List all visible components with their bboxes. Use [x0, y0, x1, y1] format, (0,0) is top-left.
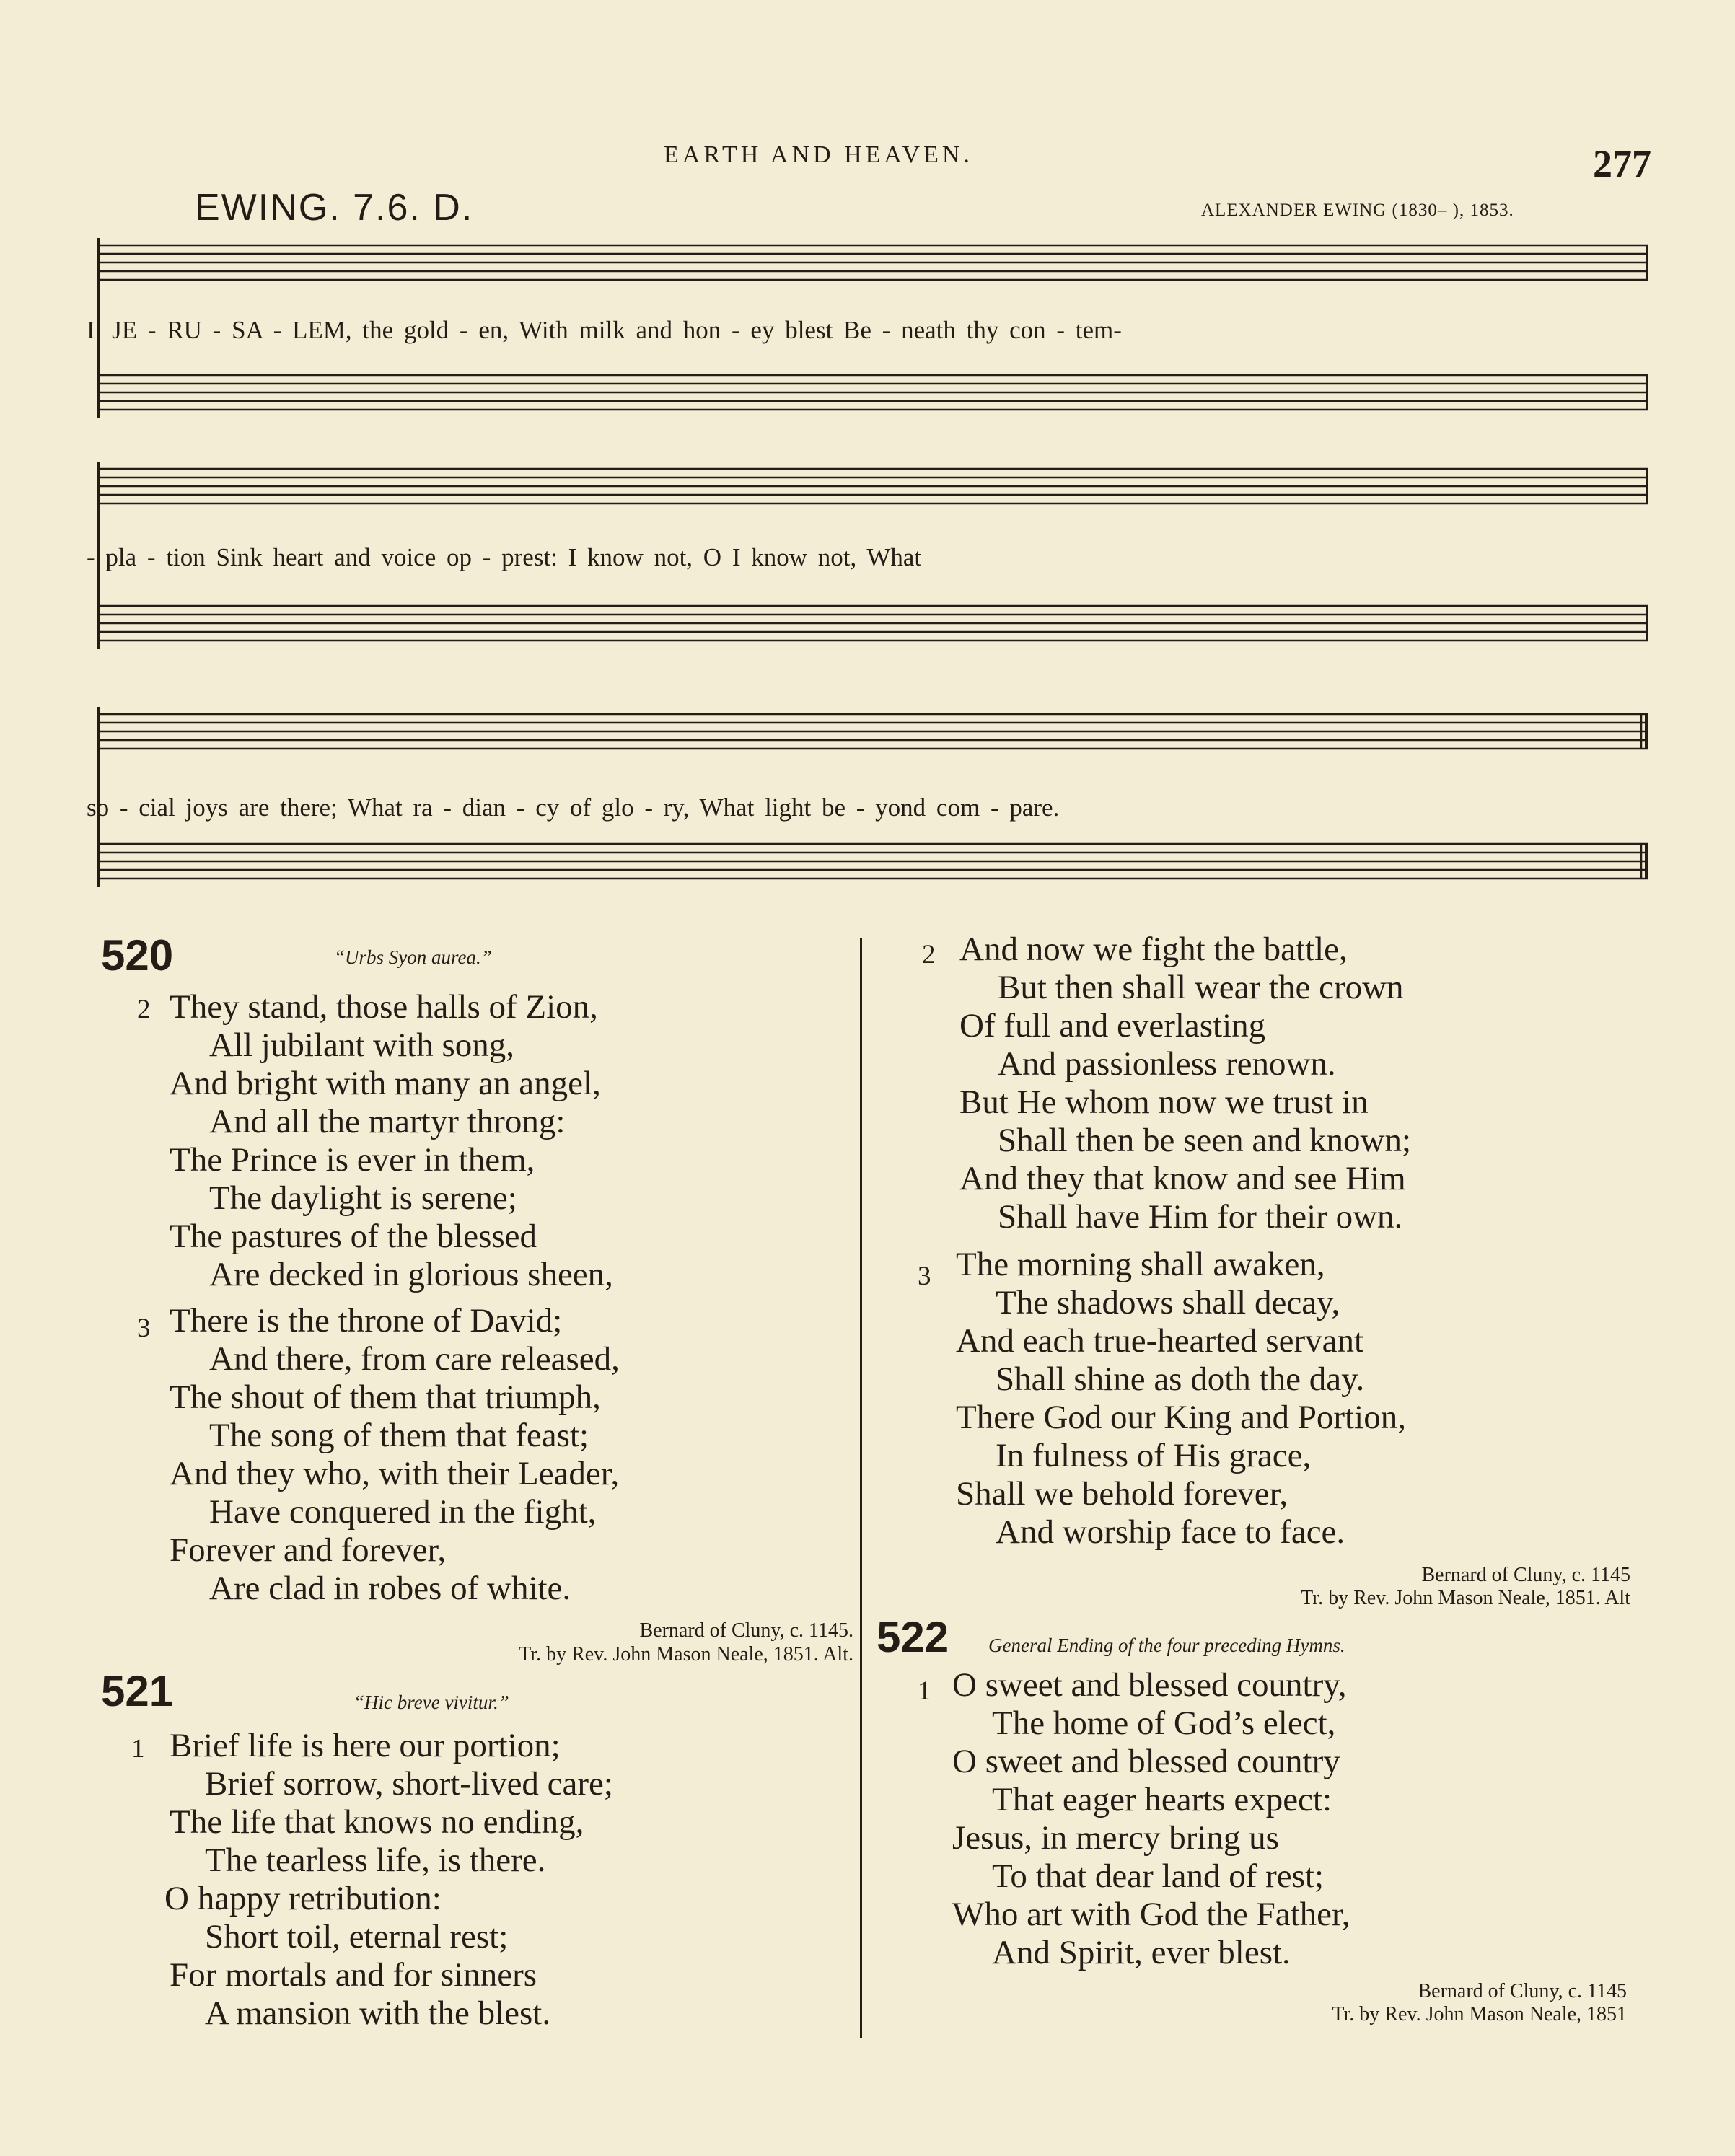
composer-credit: ALEXANDER EWING (1830– ), 1853.	[1201, 201, 1514, 220]
hymn-521-attribution-1: Bernard of Cluny, c. 1145	[1421, 1564, 1630, 1586]
verse-line: The life that knows no ending,	[170, 1803, 584, 1841]
verse-number: 3	[137, 1314, 151, 1343]
verse-line: They stand, those halls of Zion,	[170, 988, 598, 1026]
verse-line: The shadows shall decay,	[996, 1284, 1340, 1321]
verse-line: To that dear land of rest;	[992, 1857, 1325, 1895]
verse-line: Who art with God the Father,	[952, 1896, 1350, 1933]
verse-number: 1	[131, 1734, 145, 1764]
verse-line: And each true-hearted servant	[956, 1322, 1364, 1360]
page-number: 277	[1593, 142, 1651, 185]
verse-line: Shall we behold forever,	[956, 1475, 1288, 1513]
verse-line: Are decked in glorious sheen,	[209, 1256, 613, 1293]
verse-line: And passionless renown.	[998, 1045, 1336, 1083]
verse-line: Forever and forever,	[170, 1531, 447, 1569]
verse-line: Are clad in robes of white.	[209, 1570, 571, 1607]
hymn-521-attribution-2: Tr. by Rev. John Mason Neale, 1851. Alt	[1301, 1587, 1630, 1609]
verse-line: Jesus, in mercy bring us	[952, 1819, 1279, 1857]
hymn-number-521: 521	[101, 1667, 174, 1715]
hymn-520-attribution-1: Bernard of Cluny, c. 1145.	[639, 1619, 853, 1642]
verse-line: The morning shall awaken,	[956, 1246, 1325, 1283]
verse-line: And they that know and see Him	[959, 1160, 1406, 1197]
hymn-522-title: General Ending of the four preceding Hymns.	[988, 1634, 1345, 1656]
hymn-521-title: “Hic breve vivitur.”	[353, 1691, 509, 1713]
hymn-520-title: “Urbs Syon aurea.”	[334, 946, 492, 968]
hymn-522-attribution-1: Bernard of Cluny, c. 1145	[1418, 1980, 1627, 2002]
verse-line: And now we fight the battle,	[959, 930, 1348, 968]
verse-line: O happy retribution:	[164, 1880, 442, 1917]
verse-line: That eager hearts expect:	[992, 1781, 1332, 1818]
verse-number: 3	[918, 1262, 931, 1291]
hymn-number-522: 522	[877, 1613, 949, 1661]
music-lyric-line-3: so - cial joys are there; What ra - dian - cy of glo - ry, What light be - yond com - pare.	[87, 793, 1060, 822]
column-divider	[860, 938, 862, 2038]
verse-line: There is the throne of David;	[170, 1302, 563, 1339]
verse-line: Short toil, eternal rest;	[205, 1918, 509, 1955]
verse-line: For mortals and for sinners	[170, 1956, 537, 1994]
running-head: EARTH AND HEAVEN.	[664, 141, 973, 168]
verse-line: The pastures of the blessed	[170, 1218, 537, 1255]
verse-line: The Prince is ever in them,	[170, 1141, 535, 1179]
verse-line: The tearless life, is there.	[205, 1842, 546, 1879]
verse-line: And worship face to face.	[996, 1513, 1345, 1551]
verse-line: Shall have Him for their own.	[998, 1198, 1403, 1236]
verse-line: Shall shine as doth the day.	[996, 1360, 1365, 1398]
verse-line: And Spirit, ever blest.	[992, 1934, 1291, 1971]
verse-line: The song of them that feast;	[209, 1417, 589, 1454]
verse-line: Brief sorrow, short-lived care;	[205, 1765, 613, 1803]
verse-number: 1	[918, 1676, 931, 1706]
verse-line: A mansion with the blest.	[205, 1994, 551, 2032]
verse-line: But then shall wear the crown	[998, 969, 1404, 1006]
verse-line: O sweet and blessed country	[952, 1743, 1340, 1780]
hymn-522-attribution-2: Tr. by Rev. John Mason Neale, 1851	[1332, 2003, 1627, 2025]
music-lyric-line-1: I. JE - RU - SA - LEM, the gold - en, With milk and hon - ey blest Be - neath thy con - tem-	[87, 316, 1122, 344]
verse-line: And all the martyr throng:	[209, 1103, 566, 1140]
verse-line: Shall then be seen and known;	[998, 1122, 1412, 1159]
music-system-1	[97, 238, 1648, 454]
verse-line: And there, from care released,	[209, 1340, 620, 1378]
hymn-number-520: 520	[101, 931, 174, 980]
hymn-520-attribution-2: Tr. by Rev. John Mason Neale, 1851. Alt.	[519, 1643, 853, 1666]
verse-line: The daylight is serene;	[209, 1179, 517, 1217]
verse-line: Brief life is here our portion;	[170, 1727, 561, 1764]
verse-number: 2	[137, 995, 151, 1024]
music-staves-1	[97, 238, 1648, 454]
verse-line: And they who, with their Leader,	[170, 1455, 620, 1492]
verse-line: And bright with many an angel,	[170, 1065, 601, 1102]
verse-line: There God our King and Portion,	[956, 1399, 1406, 1436]
verse-line: Have conquered in the fight,	[209, 1493, 597, 1531]
verse-number: 2	[922, 940, 936, 969]
verse-line: All jubilant with song,	[209, 1026, 514, 1064]
verse-line: In fulness of His grace,	[996, 1437, 1312, 1474]
verse-line: But He whom now we trust in	[959, 1083, 1369, 1121]
verse-line: Of full and everlasting	[959, 1007, 1266, 1044]
verse-line: O sweet and blessed country,	[952, 1666, 1347, 1704]
music-lyric-line-2: - pla - tion Sink heart and voice op - prest: I know not, O I know not, What	[87, 543, 922, 571]
verse-line: The shout of them that triumph,	[170, 1378, 601, 1416]
tune-name: EWING. 7.6. D.	[195, 187, 474, 229]
verse-line: The home of God’s elect,	[992, 1704, 1336, 1742]
